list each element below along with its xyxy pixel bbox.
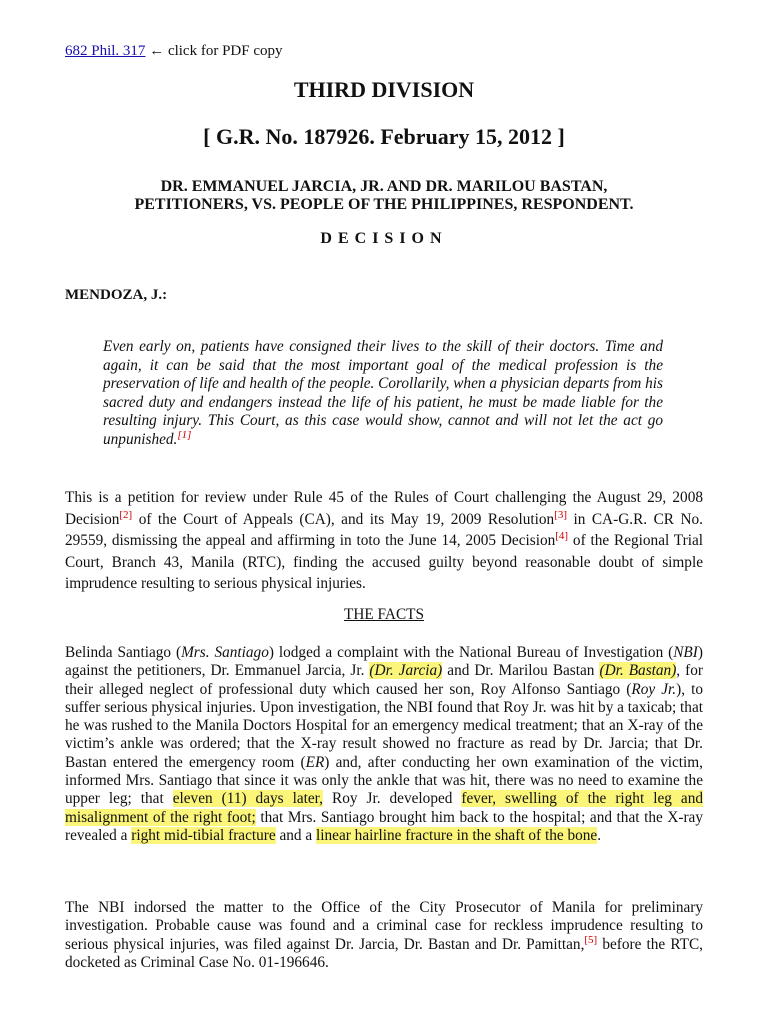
text-run: ), to suffer serious physical injuries. Upon investigation, the NBI found that Roy Jr. was hit by a taxicab; that he was rushed to the Manila Doctors Hospital for an emergency medical treatment; that an X-ray of the victim’s ankle was ordered; that the X-ray result showed no fracture as read by Dr. Jarcia; that Dr. Bastan entered the emergency room (: [65, 680, 703, 771]
text-run: in CA-G.R. CR No. 29559, dismissing the appeal and affirming in toto the June 14, 2005 Decision: [65, 510, 703, 549]
quote-text: Even early on, patients have consigned their lives to the skill of their doctors. Time and again, it can be said that the most important goal of the medical profession is the preservation of life and health of the people. Corollarily, when a physician departs from his sacred duty and endangers instead the life of his patient, he must be made liable for the resulting injury. This Court, as this case would show, cannot and will not let the act go unpunished.: [103, 338, 663, 448]
text-run: and Dr. Marilou Bastan: [442, 662, 600, 680]
parties-line-1: DR. EMMANUEL JARCIA, JR. AND DR. MARILOU BASTAN,: [160, 178, 608, 195]
paragraph-prosecution: [65, 899, 703, 972]
paragraph-petition: [65, 487, 703, 595]
footnote-ref-1[interactable]: [1]: [177, 428, 192, 441]
text-run: Roy Jr. developed: [323, 790, 462, 808]
case-parties: [0, 178, 768, 214]
paragraph-facts: [65, 644, 703, 845]
text-run: ) and, after conducting her own examination of the victim, informed Mrs. Santiago that since it was only the ankle that was hit, there was no need to examine the upper leg; that: [65, 753, 703, 808]
decision-title: DECISION: [320, 230, 448, 247]
italic-term: ER: [305, 753, 325, 771]
italic-term: Roy Jr.: [631, 680, 677, 698]
highlight-tibial-fracture: right mid-tibial fracture: [131, 826, 276, 844]
ponente: MENDOZA, J.:: [65, 287, 168, 303]
text-run: ) lodged a complaint with the National Bureau of Investigation (: [268, 644, 674, 661]
highlight-dr-jarcia: [369, 662, 442, 679]
pdf-citation-link[interactable]: 682 Phil. 317: [65, 43, 146, 59]
parties-line-2: PETITIONERS, VS. PEOPLE OF THE PHILIPPINES, RESPONDENT.: [134, 196, 634, 213]
italic-term: NBI: [673, 644, 698, 661]
text-run: that Mrs. Santiago brought him back to the hospital; and that the X-ray revealed a: [65, 808, 703, 844]
text-run: before the RTC, docketed as Criminal Case No. 01-196646.: [65, 935, 703, 971]
text-run: This is a petition for review under Rule 45 of the Rules of Court challenging the August 29, 2008 Decision: [65, 489, 703, 528]
text-run: , for their alleged neglect of professional duty which caused her son, Roy Alfonso Santiago (: [65, 662, 703, 698]
footnote-ref-3[interactable]: [3]: [554, 508, 567, 521]
highlight-dr-bastan: [599, 662, 676, 679]
text-run: of the Regional Trial Court, Branch 43, Manila (RTC), finding the accused guilty beyond reasonable doubt of simple imprudence resulting to serious physical injuries.: [65, 532, 703, 592]
footnote-ref-5[interactable]: [5]: [584, 933, 598, 946]
opening-quote: [103, 338, 663, 450]
text-run: of the Court of Appeals (CA), and its May 19, 2009 Resolution: [132, 510, 555, 528]
citation-line: [65, 43, 283, 60]
text-run: Belinda Santiago (: [65, 644, 182, 661]
italic-term: (Dr. Jarcia): [369, 662, 443, 680]
italic-term: (Dr. Bastan): [599, 662, 677, 680]
footnote-ref-2[interactable]: [2]: [119, 508, 133, 521]
citation-note: ← click for PDF copy: [145, 43, 283, 59]
italic-term: Mrs. Santiago: [181, 644, 269, 661]
division-heading: THIRD DIVISION: [293, 77, 475, 102]
highlight-symptoms: fever, swelling of the right leg and misalignment of the right foot;: [65, 790, 703, 826]
footnote-ref-4[interactable]: [4]: [555, 529, 569, 542]
text-run: .: [597, 826, 602, 844]
highlight-eleven-days: eleven (11) days later,: [172, 790, 323, 808]
facts-heading: THE FACTS: [343, 606, 425, 623]
highlight-hairline-fracture: linear hairline fracture in the shaft of the bone: [316, 826, 598, 844]
text-run: ) against the petitioners, Dr. Emmanuel Jarcia, Jr.: [65, 644, 703, 680]
text-run: The NBI indorsed the matter to the Office of the City Prosecutor of Manila for preliminary investigation. Probable cause was found and a criminal case for reckless imprudence resulting to serious physical injuries, was filed against Dr. Jarcia, Dr. Bastan and Dr. Pamittan,: [65, 899, 703, 953]
case-number-heading: [ G.R. No. 187926. February 15, 2012 ]: [203, 124, 565, 149]
text-run: and a: [275, 826, 317, 844]
